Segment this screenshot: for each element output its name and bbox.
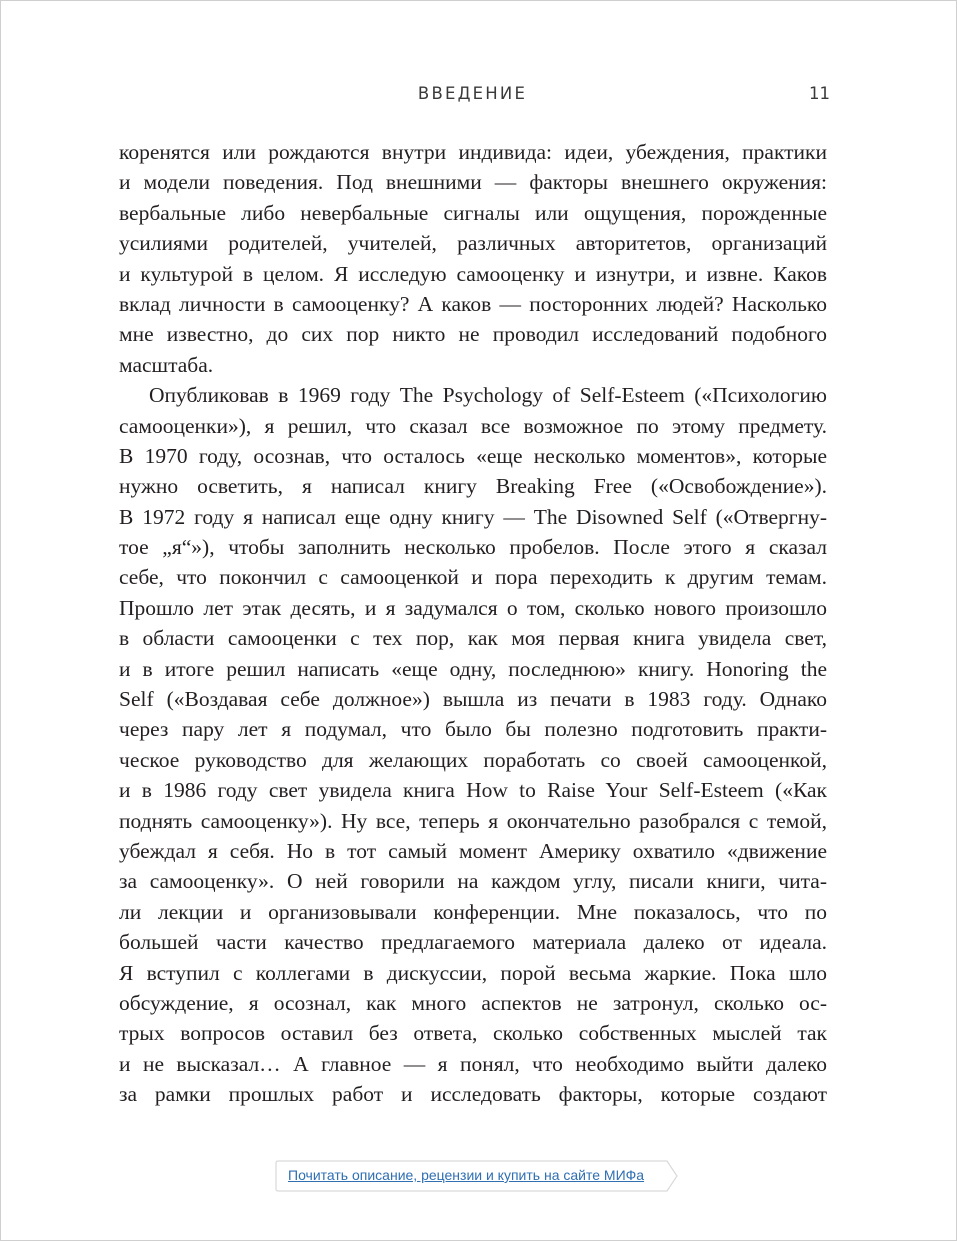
text-line: ли лекции и организовывали конференции. Мне показалось, что по bbox=[119, 899, 827, 924]
body-text bbox=[119, 137, 827, 1110]
text-line: себе, что покончил с самооценкой и пора переходить к другим темам. bbox=[119, 565, 827, 590]
text-line: большей части качество предлагаемого материала далеко от идеала. bbox=[119, 930, 827, 955]
text-line: и не высказал… А главное — я понял, что необходимо выйти далеко bbox=[119, 1051, 827, 1076]
paragraph-last-line: масштаба. bbox=[119, 352, 214, 377]
buy-link-label[interactable]: Почитать описание, рецензии и купить на сайте МИФа bbox=[288, 1167, 645, 1183]
text-line: и модели поведения. Под внешними — факторы внешнего окружения: bbox=[119, 170, 827, 195]
text-line: Прошло лет этак десять, и я задумался о том, сколько нового произошло bbox=[119, 595, 827, 620]
text-line: усилиями родителей, учителей, различных авторитетов, организаций bbox=[119, 231, 827, 256]
text-line: и в итоге решил написать «еще одну, последнюю» книгу. Honoring the bbox=[119, 656, 827, 681]
text-line: тое „я“»), чтобы заполнить несколько пробелов. После этого я сказал bbox=[119, 535, 827, 560]
text-line: нужно осветить, я написал книгу Breaking Free («Освобождение»). bbox=[119, 474, 827, 499]
text-line: самооценки»), я решил, что сказал все возможное по этому предмету. bbox=[119, 413, 827, 438]
text-line: через пару лет я подумал, что было бы полезно подготовить практи- bbox=[119, 717, 827, 742]
text-line: вклад личности в самооценку? А каков — посторонних людей? Насколько bbox=[119, 291, 827, 316]
text-line: коренятся или рождаются внутри индивида: идеи, убеждения, практики bbox=[119, 140, 827, 164]
text-line: в области самооценки с тех пор, как моя первая книга увидела свет, bbox=[119, 626, 827, 651]
text-line: Я вступил с коллегами в дискуссии, порой весьма жаркие. Пока шло bbox=[119, 960, 827, 985]
text-line: трых вопросов оставил без ответа, сколько собственных мыслей так bbox=[119, 1021, 827, 1046]
page-number: 11 bbox=[809, 84, 830, 103]
text-line: В 1970 году, осознав, что осталось «еще несколько моментов», которые bbox=[119, 443, 827, 468]
running-head bbox=[0, 84, 957, 106]
text-line: за самооценку». О ней говорили на каждом углу, писали книги, чита- bbox=[119, 869, 827, 894]
paragraph-first-line: Опубликовав в 1969 году The Psychology of Self-Esteem («Психологию bbox=[149, 383, 827, 408]
text-line: убеждал я себя. Но в тот самый момент Америку охватило «движение bbox=[119, 838, 827, 863]
text-line: и в 1986 году свет увидела книга How to Raise Your Self-Esteem («Как bbox=[119, 778, 827, 803]
text-line: вербальные либо невербальные сигналы или ощущения, порожденные bbox=[119, 200, 827, 225]
text-line: обсуждение, я осознал, как много аспектов не затронул, сколько ос- bbox=[119, 990, 827, 1015]
chapter-title: ВВЕДЕНИЕ bbox=[417, 84, 528, 103]
text-line: Self («Воздавая себе должное») вышла из печати в 1983 году. Однако bbox=[119, 687, 827, 712]
text-line: ческое руководство для желающих поработать со своей самооценкой, bbox=[119, 747, 827, 772]
buy-on-mif-link[interactable] bbox=[275, 1160, 679, 1192]
text-line: за рамки прошлых работ и исследовать факторы, которые создают bbox=[119, 1082, 827, 1107]
text-line: поднять самооценку»). Ну все, теперь я окончательно разобрался с темой, bbox=[119, 808, 827, 833]
text-line: мне известно, до сих пор никто не проводил исследований подобного bbox=[119, 322, 827, 347]
text-line: В 1972 году я написал еще одну книгу — The Disowned Self («Отвергну- bbox=[119, 504, 827, 529]
text-line: и культурой в целом. Я исследую самооценку и изнутри, и извне. Каков bbox=[119, 261, 827, 286]
